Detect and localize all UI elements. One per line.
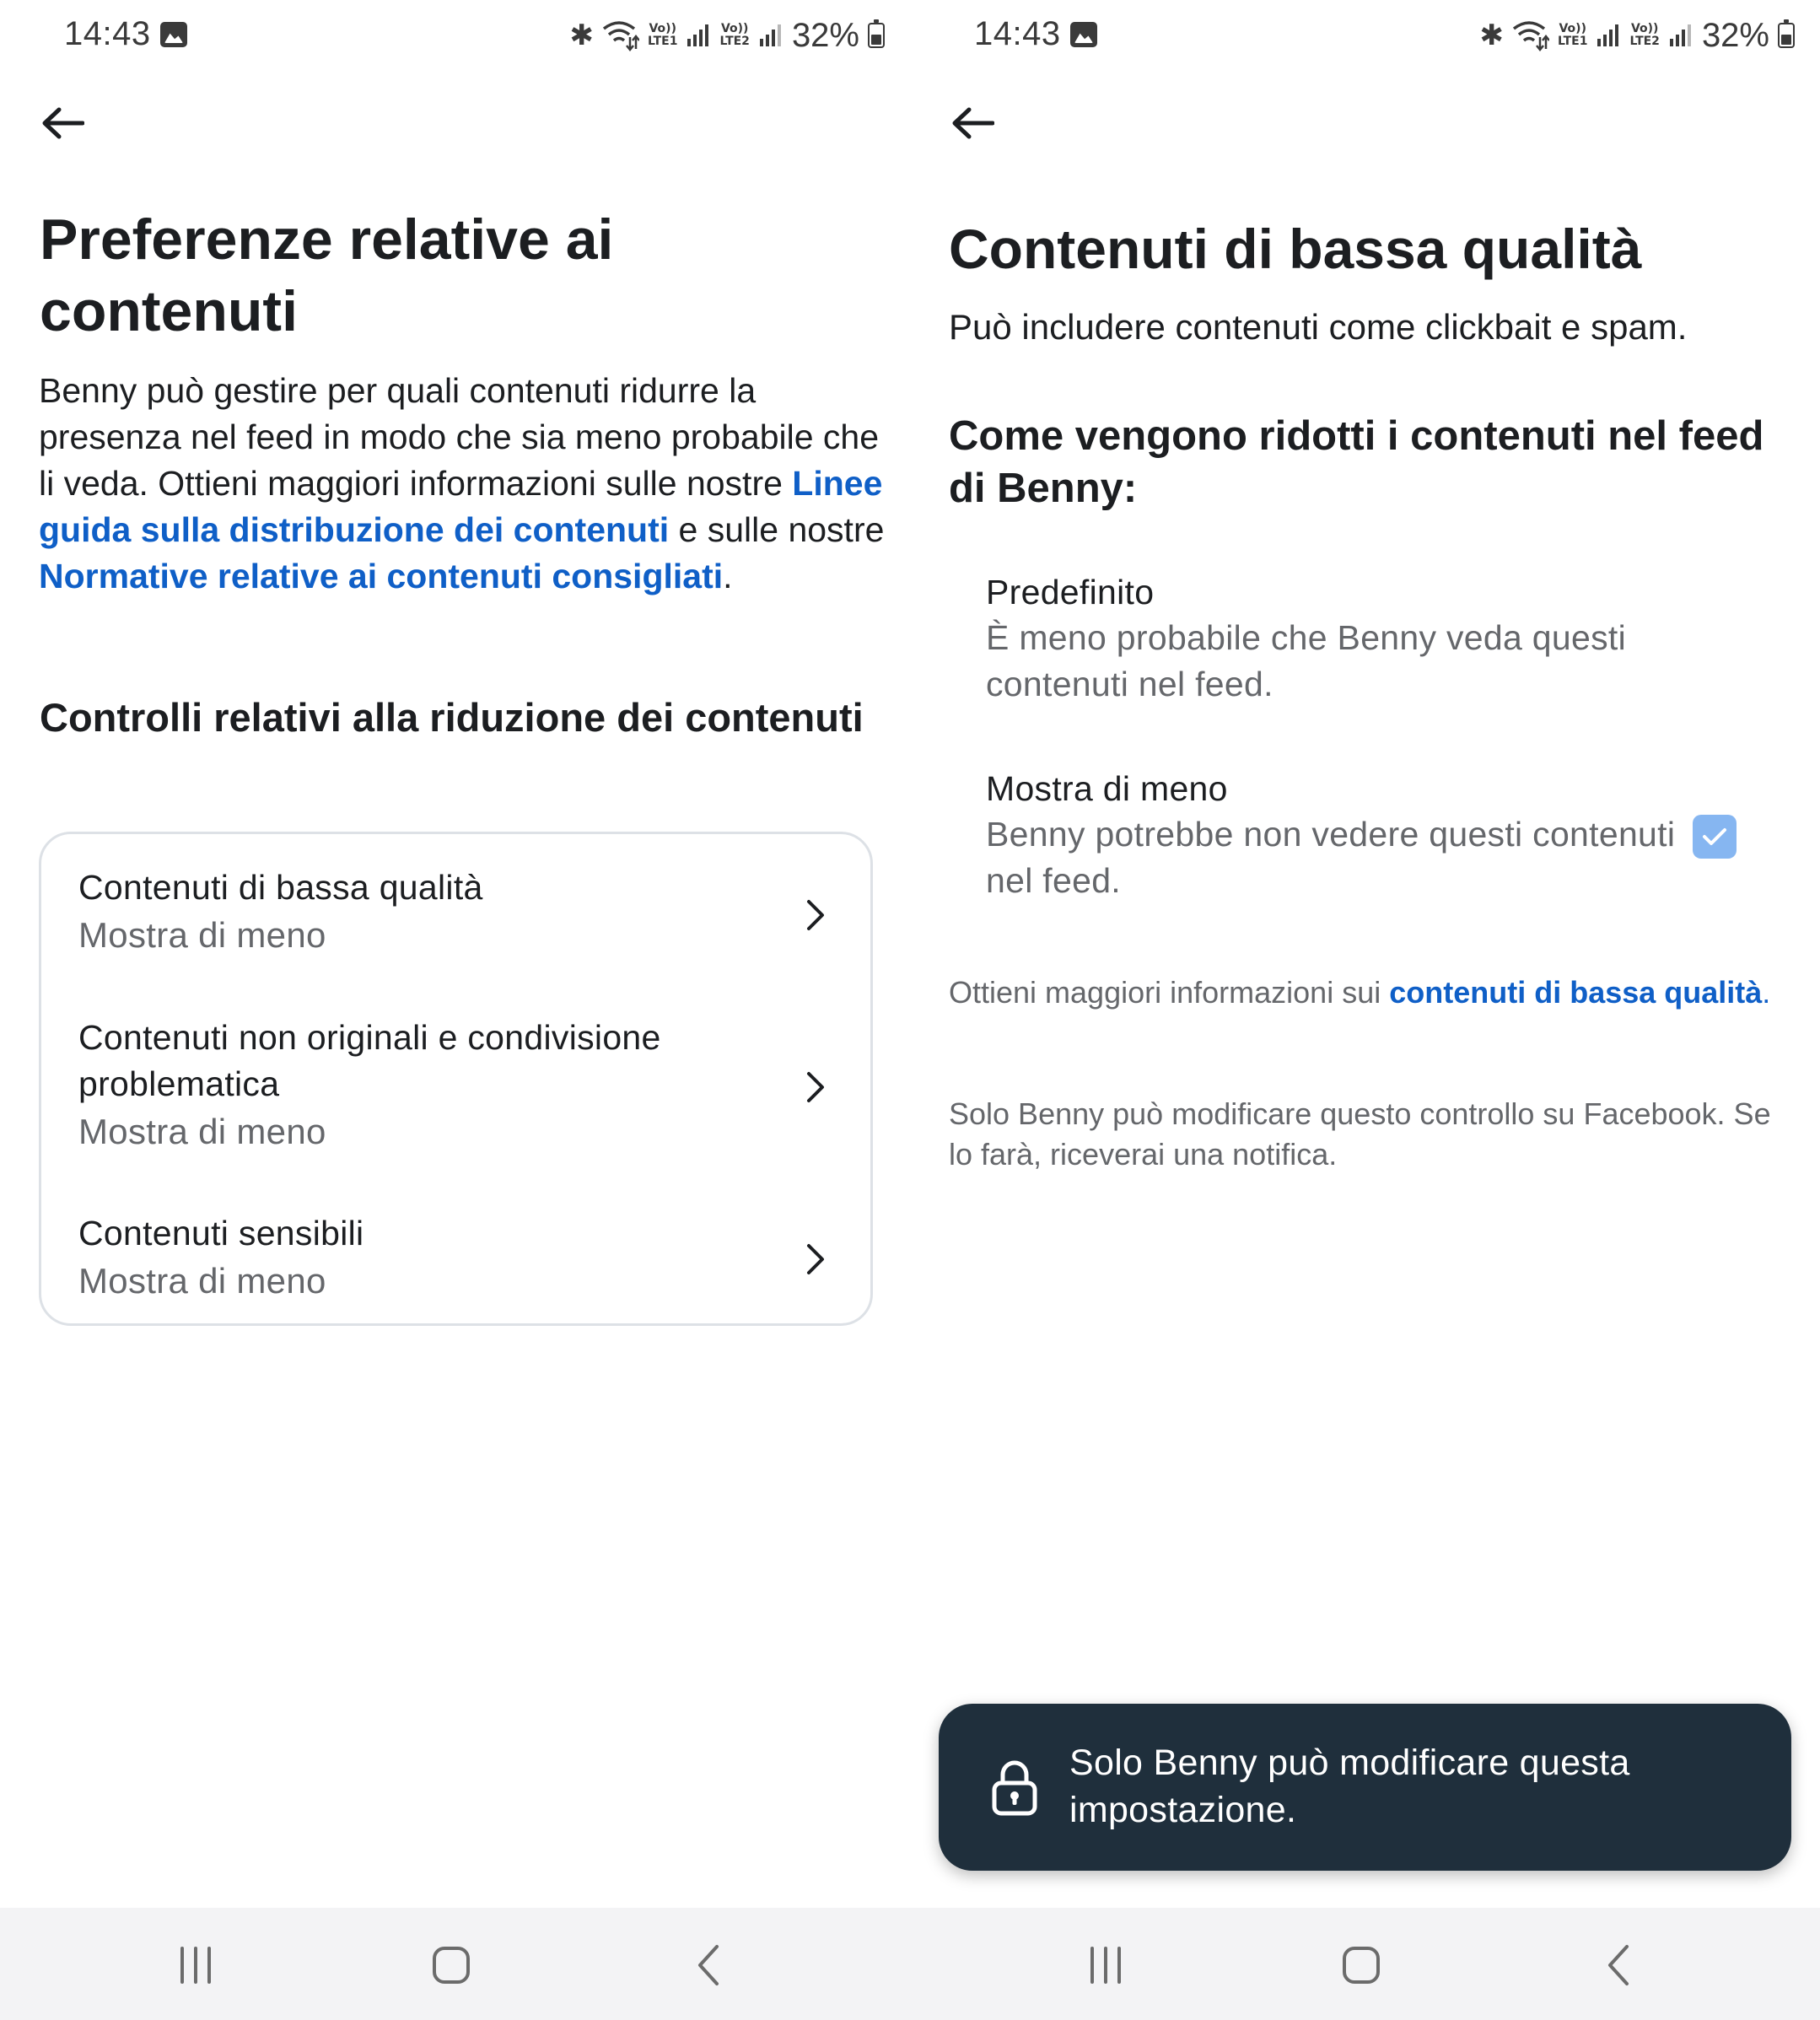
chevron-right-icon xyxy=(796,1241,833,1278)
home-button[interactable] xyxy=(1336,1940,1387,1990)
toast-message xyxy=(939,1704,1791,1871)
back-button[interactable] xyxy=(947,98,998,148)
row-title: Contenuti sensibili xyxy=(78,1214,364,1252)
arrow-left-icon xyxy=(950,106,994,140)
page-title: Preferenze relative ai contenuti xyxy=(40,207,614,343)
chevron-right-icon xyxy=(796,897,833,934)
row-value: Mostra di meno xyxy=(78,915,326,955)
battery-percent: 32% xyxy=(791,16,859,54)
section-heading: Come vengono ridotti i contenuti nel feed di Benny: xyxy=(949,413,1764,511)
option-default[interactable] xyxy=(986,569,1711,708)
gallery-notification-icon xyxy=(1070,22,1097,47)
battery-icon xyxy=(1778,23,1795,48)
nav-back-icon xyxy=(1602,1943,1635,1987)
signal-icon xyxy=(1596,24,1621,46)
option-description: È meno probabile che Benny veda questi contenuti nel feed. xyxy=(986,618,1627,703)
recommended-content-policy-link[interactable]: Normative relative ai contenuti consigliati xyxy=(39,557,724,595)
system-nav-bar xyxy=(910,1908,1820,2020)
page-subtitle: Può includere contenuti come clickbait e spam. xyxy=(949,307,1688,347)
arrow-left-icon xyxy=(40,106,84,140)
option-show-less[interactable] xyxy=(986,766,1711,904)
status-time: 14:43 xyxy=(64,15,151,52)
signal-icon xyxy=(758,24,783,46)
sim2-indicator: Vo)) LTE2 xyxy=(719,22,750,48)
check-icon xyxy=(1702,827,1727,847)
nav-back-icon xyxy=(692,1943,725,1987)
lock-icon xyxy=(989,1759,1040,1817)
chevron-right-icon xyxy=(796,1069,833,1106)
gallery-notification-icon xyxy=(160,22,187,47)
system-nav-bar xyxy=(0,1908,910,2020)
home-icon xyxy=(1341,1945,1381,1985)
sim2-indicator: Vo)) LTE2 xyxy=(1629,22,1660,48)
recents-icon xyxy=(175,1947,216,1984)
low-quality-content-row[interactable] xyxy=(78,865,833,974)
distribution-guidelines-link[interactable]: Linee guida sulla distribuzione dei contenuti xyxy=(39,464,883,549)
page-title: Contenuti di bassa qualità xyxy=(949,218,1642,280)
row-title: Contenuti di bassa qualità xyxy=(78,868,483,907)
unoriginal-content-row[interactable] xyxy=(78,1015,833,1175)
wifi-icon xyxy=(602,19,639,52)
toast-text: Solo Benny può modificare questa impostazione. xyxy=(1069,1743,1630,1830)
option-title: Mostra di meno xyxy=(986,769,1228,808)
battery-percent: 32% xyxy=(1701,16,1769,54)
row-value: Mostra di meno xyxy=(78,1261,326,1301)
intro-text: Benny può gestire per quali contenuti ridurre la presenza nel feed in modo che sia meno probabile che li veda. Ottieni maggiori informazioni sulle nostre Linee guida sulla distribuzione dei contenuti e sulle nostre Normative relative ai contenuti consigliati. xyxy=(39,371,885,595)
signal-icon xyxy=(1668,24,1693,46)
recents-button[interactable] xyxy=(170,1940,221,1990)
row-value: Mostra di meno xyxy=(78,1112,326,1151)
show-less-checkbox[interactable] xyxy=(1693,815,1737,859)
row-title: Contenuti non originali e condivisione problematica xyxy=(78,1018,661,1103)
back-button[interactable] xyxy=(37,98,88,148)
bluetooth-icon: ✱ xyxy=(1479,19,1504,52)
status-time: 14:43 xyxy=(974,15,1061,52)
option-description: Benny potrebbe non vedere questi contenuti nel feed. xyxy=(986,815,1676,900)
system-back-button[interactable] xyxy=(683,1940,734,1990)
sensitive-content-row[interactable] xyxy=(78,1210,833,1320)
home-icon xyxy=(431,1945,471,1985)
section-heading: Controlli relativi alla riduzione dei contenuti xyxy=(40,695,864,740)
controls-card xyxy=(39,832,873,1326)
recents-button[interactable] xyxy=(1080,1940,1131,1990)
bluetooth-icon: ✱ xyxy=(569,19,594,52)
home-button[interactable] xyxy=(426,1940,477,1990)
signal-icon xyxy=(686,24,711,46)
recents-icon xyxy=(1085,1947,1126,1984)
low-quality-content-link[interactable]: contenuti di bassa qualità xyxy=(1389,975,1763,1010)
sim1-indicator: Vo)) LTE1 xyxy=(648,22,678,48)
option-title: Predefinito xyxy=(986,573,1155,611)
wifi-icon xyxy=(1512,19,1549,52)
status-bar xyxy=(910,0,1820,71)
right-screen xyxy=(910,0,1820,2020)
control-note: Solo Benny può modificare questo controllo su Facebook. Se lo farà, riceverai una notifica. xyxy=(949,1096,1771,1172)
learn-more-text: Ottieni maggiori informazioni sui contenuti di bassa qualità. xyxy=(949,975,1771,1010)
battery-icon xyxy=(868,23,885,48)
sim1-indicator: Vo)) LTE1 xyxy=(1558,22,1588,48)
status-bar xyxy=(0,0,910,71)
system-back-button[interactable] xyxy=(1593,1940,1644,1990)
